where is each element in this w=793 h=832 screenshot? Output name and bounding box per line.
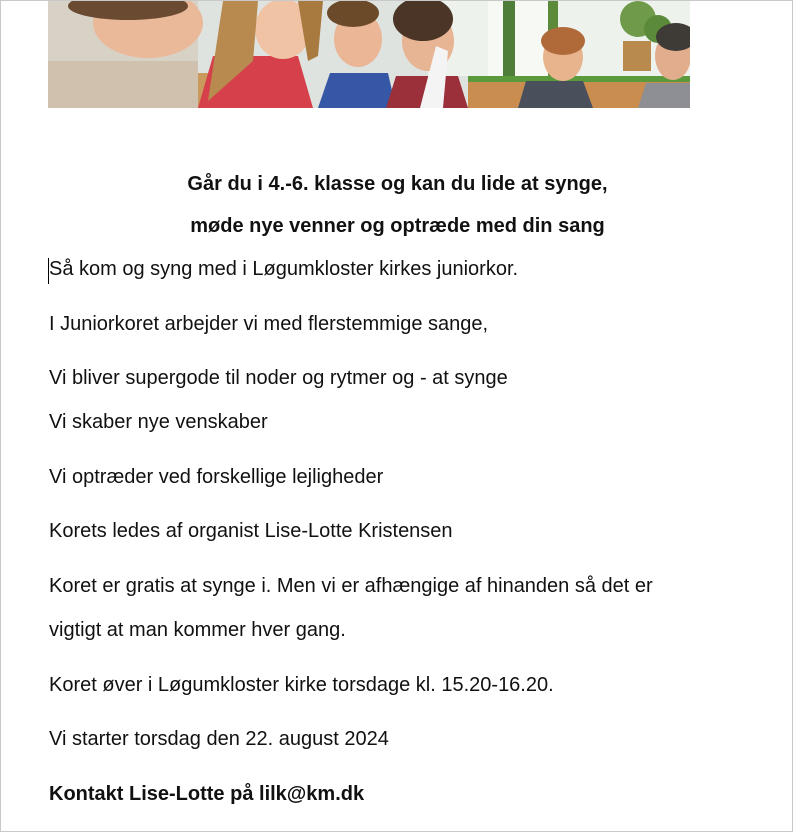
- paragraph-songs: I Juniorkoret arbejder vi med flerstemmige sange,: [49, 313, 489, 335]
- paragraph-contact: Kontakt Lise-Lotte på lilk@km.dk: [49, 783, 365, 805]
- paragraph-friendships: Vi skaber nye venskaber: [49, 411, 268, 433]
- photo-illustration: [48, 1, 690, 108]
- paragraph-rehearsal-time: Koret øver i Løgumkloster kirke torsdage kl. 15.20-16.20.: [49, 674, 554, 696]
- heading-line-1: Går du i 4.-6. klasse og kan du lide at synge,: [187, 173, 608, 195]
- classroom-children-photo: [48, 1, 690, 108]
- paragraph-free-line-1: Koret er gratis at synge i. Men vi er afhængige af hinanden så det er: [49, 575, 653, 597]
- paragraph-free-line-2: vigtigt at man kommer hver gang.: [49, 619, 346, 641]
- heading-line-2: møde nye venner og optræde med din sang: [190, 215, 605, 237]
- paragraph-performances: Vi optræder ved forskellige lejligheder: [49, 466, 384, 488]
- paragraph-notes-rhythm: Vi bliver supergode til noder og rytmer og - at synge: [49, 367, 508, 389]
- paragraph-leader: Korets ledes af organist Lise-Lotte Kristensen: [49, 520, 453, 542]
- paragraph-start-date: Vi starter torsdag den 22. august 2024: [49, 728, 389, 750]
- paragraph-invitation: Så kom og syng med i Løgumkloster kirkes juniorkor.: [49, 258, 519, 280]
